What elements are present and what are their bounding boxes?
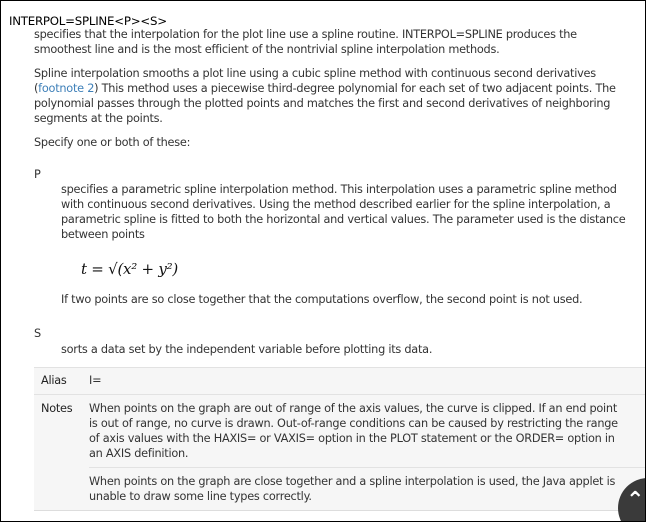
footnote-link[interactable]: footnote 2 <box>38 82 95 95</box>
distance-formula: t = √(x² + y²) <box>81 260 178 278</box>
p-note: If two points are so close together that the computations overflow, the second point is not used. <box>61 293 583 306</box>
alias-label: Alias <box>34 368 89 395</box>
spline-paragraph <box>34 66 636 126</box>
text: ) This method uses a piecewise third-degree polynomial for each set of two adjacent points. The polynomial passes through the plotted points and matches the first and second derivatives of neighboring segments at the points. <box>34 82 616 125</box>
notes-label: Notes <box>41 402 73 415</box>
text: Spline interpolation smooths a plot line using a cubic spline method with continuous second derivatives ( <box>34 67 596 95</box>
note-item: When points on the graph are close together and a spline interpolation is used, the Java applet is unable to draw some line types correctly. <box>89 467 646 510</box>
note-item: When points on the graph are out of range of the axis values, the curve is clipped. If an end point is out of range, no curve is drawn. Out-of-range conditions can be caused by restricting the range of axis values with the HAXIS= or VAXIS= option in the PLOT statement or the ORDER= option in an AXIS definition. <box>89 402 618 460</box>
p-description: specifies a parametric spline interpolation method. This interpolation uses a parametric spline method with continuous second derivatives. Using the method described earlier for the spline interpolation, a parametric spline is fitted to both the horizontal and vertical values. The parameter used is the distance between points <box>61 183 626 241</box>
term-p: P <box>34 168 41 181</box>
intro-paragraph: specifies that the interpolation for the plot line use a spline routine. INTERPOL=SPLINE produces the smoothest line and is the most efficient of the nontrivial spline interpolation methods. <box>34 28 577 56</box>
s-description: sorts a data set by the independent variable before plotting its data. <box>61 343 433 356</box>
specify-text: Specify one or both of these: <box>34 136 191 149</box>
alias-row <box>34 368 646 395</box>
term-s: S <box>34 327 41 340</box>
notes-row <box>34 395 646 511</box>
alias-value: I= <box>89 368 646 395</box>
option-title: INTERPOL=SPLINE<P><S> <box>9 14 167 28</box>
details-table <box>34 367 646 511</box>
chevron-up-icon: ⌃ <box>626 488 645 513</box>
